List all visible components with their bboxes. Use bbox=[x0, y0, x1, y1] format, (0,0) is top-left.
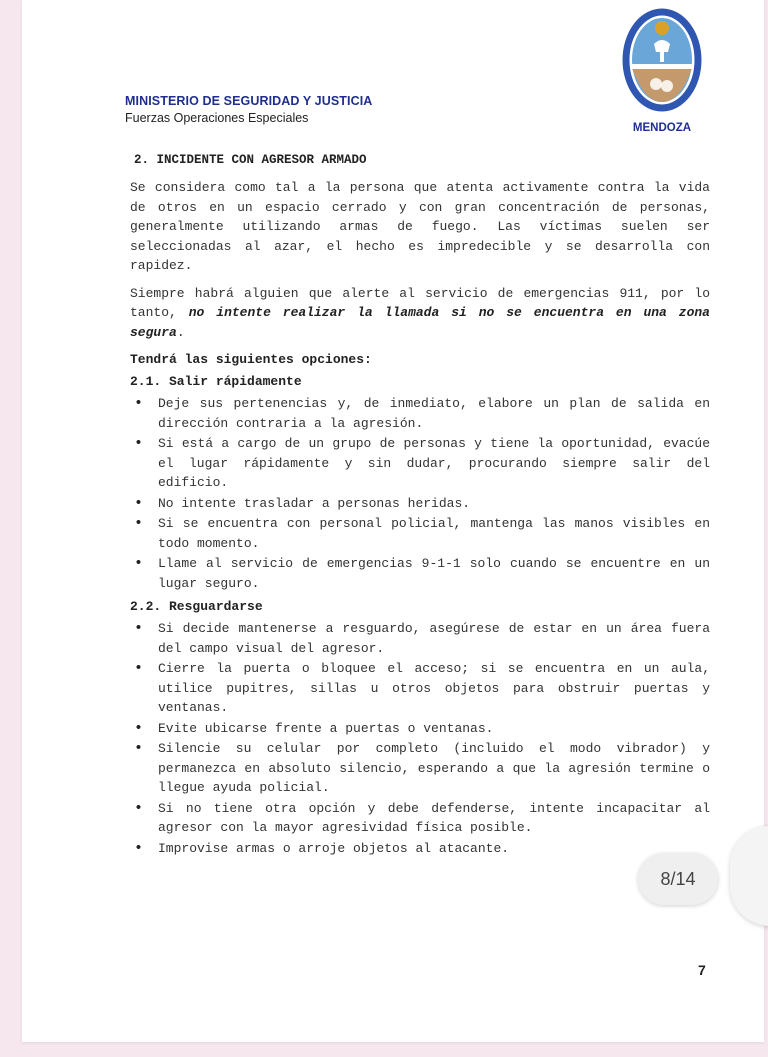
section-title: 2. INCIDENTE CON AGRESOR ARMADO bbox=[134, 153, 367, 167]
page-indicator[interactable]: 8/14 bbox=[638, 853, 718, 905]
shelter-list bbox=[130, 619, 710, 858]
subsection-title-shelter: 2.2. Resguardarse bbox=[130, 599, 263, 614]
call-prefix: Siempre habrá alguien que alerte al servicio de emergencias 911, por lo tanto, bbox=[130, 285, 710, 320]
list-item: • Si se encuentra con personal policial, mantenga las manos visibles en todo momento. bbox=[130, 514, 710, 553]
exit-list bbox=[130, 394, 710, 593]
intro-paragraph: Se considera como tal a la persona que atenta activamente contra la vida de otros en un espacio cerrado y con gran concentración de personas, generalmente utilizando armas de fuego. Las víctimas suelen ser seleccionadas al azar, el hecho es impredecible y se desarrolla con rapidez. bbox=[130, 180, 710, 273]
list-item: • No intente trasladar a personas heridas. bbox=[130, 494, 710, 514]
mendoza-seal-icon bbox=[620, 6, 704, 116]
list-item: • Si está a cargo de un grupo de personas y tiene la oportunidad, evacúe el lugar rápidamente y sin dudar, procurando siempre salir del edificio. bbox=[130, 434, 710, 493]
list-item: • Deje sus pertenencias y, de inmediato, elabore un plan de salida en dirección contraria a la agresión. bbox=[130, 394, 710, 433]
list-item: • Evite ubicarse frente a puertas o ventanas. bbox=[130, 719, 710, 739]
call-paragraph bbox=[130, 284, 710, 343]
unit-subtitle: Fuerzas Operaciones Especiales bbox=[125, 111, 309, 125]
call-suffix: . bbox=[176, 324, 185, 340]
ministry-title: MINISTERIO DE SEGURIDAD Y JUSTICIA bbox=[125, 94, 373, 108]
list-item: • Si decide mantenerse a resguardo, asegúrese de estar en un área fuera del campo visual del agresor. bbox=[130, 619, 710, 658]
province-label: MENDOZA bbox=[632, 122, 692, 134]
list-item: • Improvise armas o arroje objetos al atacante. bbox=[130, 839, 710, 859]
list-item: • Cierre la puerta o bloquee el acceso; si se encuentra en un aula, utilice pupitres, sillas u otros objetos para obstruir puertas y ventanas. bbox=[130, 659, 710, 718]
subsection-title-exit: 2.1. Salir rápidamente bbox=[130, 374, 302, 389]
page-number: 7 bbox=[698, 962, 706, 978]
list-item: • Si no tiene otra opción y debe defenderse, intente incapacitar al agresor con la mayor agresividad física posible. bbox=[130, 799, 710, 838]
call-emphasis: no intente realizar la llamada si no se encuentra en una zona segura bbox=[130, 305, 710, 340]
list-item: • Llame al servicio de emergencias 9-1-1 solo cuando se encuentre en un lugar seguro. bbox=[130, 554, 710, 593]
document-body bbox=[130, 150, 710, 862]
list-item: • Silencie su celular por completo (incluido el modo vibrador) y permanezca en absoluto silencio, esperando a que la agresión termine o llegue ayuda policial. bbox=[130, 739, 710, 798]
options-heading: Tendrá las siguientes opciones: bbox=[130, 352, 372, 367]
